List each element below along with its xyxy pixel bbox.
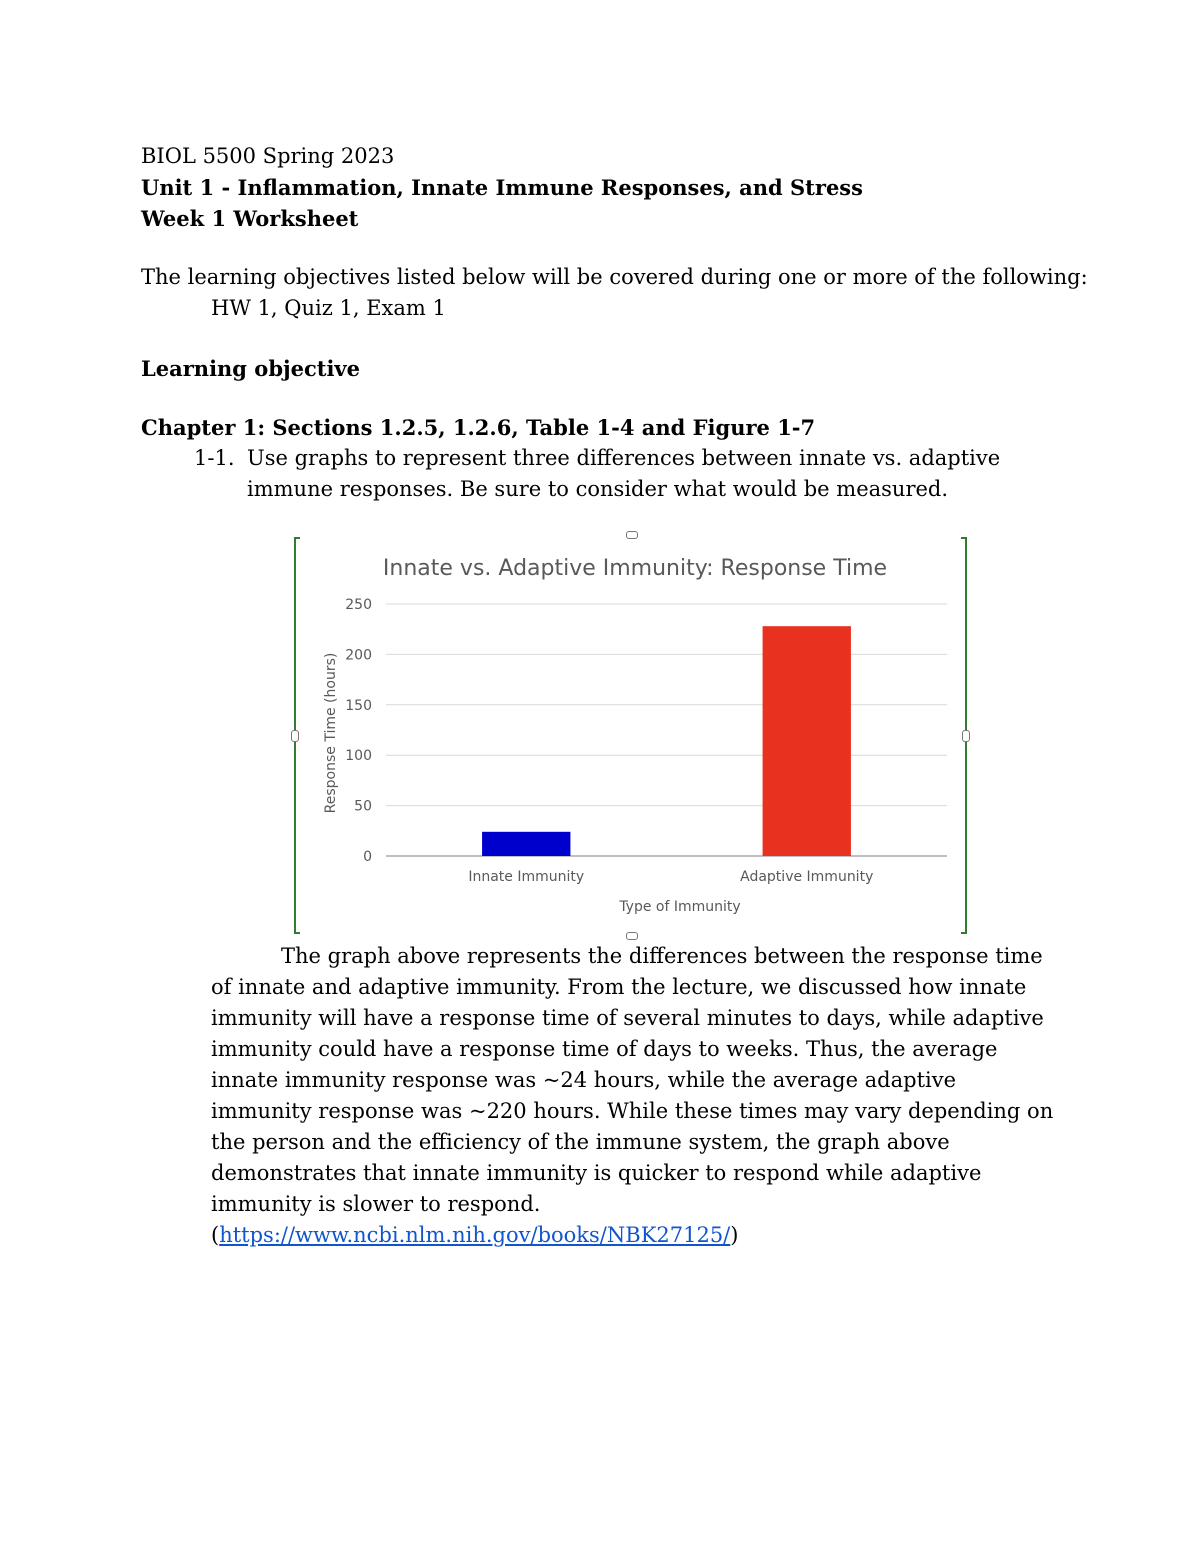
y-tick-label: 0 [363, 849, 372, 865]
ncbi-reference-link[interactable]: https://www.ncbi.nlm.nih.gov/books/NBK27125/ [219, 1223, 731, 1247]
intro-text: The learning objectives listed below will be covered during one or more of the following: [141, 265, 1088, 289]
x-tick-labels [468, 869, 873, 885]
chapter-heading: Chapter 1: Sections 1.2.5, 1.2.6, Table 1-4 and Figure 1-7 [141, 415, 816, 440]
x-tick-label: Innate Immunity [468, 869, 585, 885]
objective-number: 1-1. [194, 446, 235, 470]
chart-container[interactable] [294, 537, 967, 934]
bars [482, 626, 851, 856]
bar-innate-immunity [482, 832, 570, 856]
analysis-paragraph [211, 941, 1061, 1251]
objective-text: Use graphs to represent three differences between innate vs. adaptive immune responses. Be sure to consider what would be measured. [247, 446, 1001, 501]
section-heading: Learning objective [141, 356, 360, 381]
assessment-list: HW 1, Quiz 1, Exam 1 [211, 296, 446, 320]
bar-adaptive-immunity [763, 626, 851, 856]
y-tick-label: 150 [345, 697, 372, 714]
chart-title: Innate vs. Adaptive Immunity: Response Time [382, 556, 888, 581]
y-tick-label: 250 [345, 597, 372, 613]
unit-title: Unit 1 - Inflammation, Innate Immune Responses, and Stress [141, 175, 863, 200]
y-axis-label: Response Time (hours) [323, 652, 339, 814]
analysis-closing: ) [730, 1223, 739, 1247]
y-tick-label: 50 [354, 798, 372, 815]
x-axis-label: Type of Immunity [619, 899, 741, 915]
bar-chart [294, 537, 967, 934]
x-tick-label: Adaptive Immunity [740, 869, 874, 885]
analysis-text: The graph above represents the differences between the response time of innate and adaptive immunity. From the lecture, we discussed how innate immunity will have a response time of several minutes to days, while adaptive immunity could have a response time of days to weeks. Thus, the average innate immunity response was ~24 hours, while the average adaptive immunity response was ~220 hours. While these times may vary depending on the person and the efficiency of the immune system, the graph above demonstrates that innate immunity is quicker to respond while adaptive immunity is slower to respond. ( [211, 944, 1054, 1247]
course-title: BIOL 5500 Spring 2023 [141, 144, 395, 168]
y-tick-labels [345, 597, 372, 865]
worksheet-title: Week 1 Worksheet [141, 206, 359, 231]
y-tick-label: 100 [345, 748, 372, 765]
y-tick-label: 200 [345, 647, 372, 664]
gridlines [386, 604, 947, 856]
